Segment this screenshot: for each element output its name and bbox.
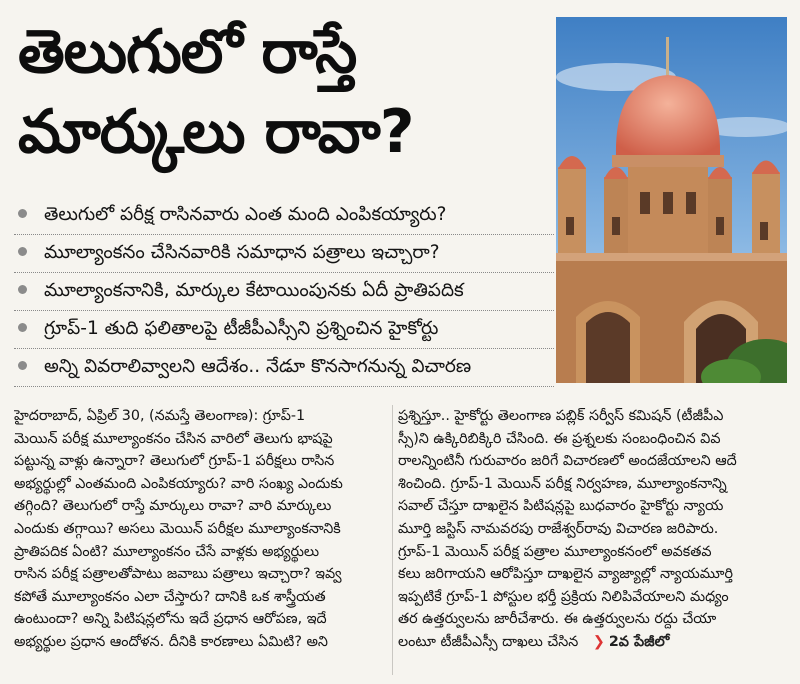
article-line: గ్రూప్‌-1 మెయిన్‌ పరీక్ష పత్రాల మూల్యాంకనంలో అవకతవ (398, 543, 712, 560)
bullet-dot-icon (18, 247, 27, 256)
article-line: రాలన్నింటినీ గురువారం జరిగే విచారణలో అందజేయాలని ఆదే (398, 453, 737, 470)
bullet-text: తెలుగులో పరీక్ష రాసినవారు ఎంత మంది ఎంపికయ్యారు? (44, 204, 447, 225)
article-line: మెయిన్‌ పరీక్ష మూల్యాంకనం చేసిన వారిలో తెలుగు భాషపై (14, 430, 333, 447)
article-line: అభ్యర్థుల ప్రధాన ఆందోళన. దీనికి కారణాలు ఏమిటి? అని (14, 633, 328, 650)
bullet-dot-icon (18, 361, 27, 370)
bullet-item (14, 273, 554, 311)
article-line: పట్టున్న వాళ్లు ఉన్నారా? తెలుగులో గ్రూప్‌-1 పరీక్షలు రాసిన (14, 453, 335, 470)
article-column-2 (398, 405, 780, 654)
continue-label: 2వ పేజీలో (608, 633, 670, 650)
article-last-line (398, 631, 780, 654)
bullet-dot-icon (18, 285, 27, 294)
bullet-text: మూల్యాంకనానికి, మార్కుల కేటాయింపునకు ఏదీ ప్రాతిపదిక (44, 280, 464, 301)
bullet-item (14, 311, 554, 349)
bullet-text: అన్ని వివరాలివ్వాలని ఆదేశం.. నేడూ కొనసాగనున్న విచారణ (44, 356, 472, 377)
bullet-item (14, 349, 554, 387)
article-line: కలు జరిగాయని ఆరోపిస్తూ దాఖలైన వ్యాజ్యాల్లో న్యాయమూర్తి (398, 566, 733, 583)
article-line: తర ఉత్తర్వులను జారీచేశారు. ఈ ఉత్తర్వులను రద్దు చేయా (398, 611, 717, 628)
article-line: ఎందుకు తగ్గాయి? అసలు మెయిన్‌ పరీక్షల మూల్యాంకనానికి (14, 520, 341, 537)
article-line: సవాల్‌ చేస్తూ దాఖలైన పిటిషన్లపై బుధవారం హైకోర్టు న్యాయ (398, 498, 724, 515)
bullet-text: మూల్యాంకనం చేసినవారికి సమాధాన పత్రాలు ఇచ్చారా? (44, 242, 440, 263)
column-divider (392, 405, 393, 675)
article-line: స్సీ)ని ఉక్కిరిబిక్కిరి చేసింది. ఈ ప్రశ్నలకు సంబంధించిన వివ (398, 430, 721, 447)
article-line: ప్రశ్నిస్తూ.. హైకోర్టు తెలంగాణ పబ్లిక్‌ సర్వీస్‌ కమిషన్‌ (టీజీపీఎ (398, 408, 724, 424)
article-line: ప్రాతిపదిక ఏంటి? మూల్యాంకనం చేసే వాళ్లకు అభ్యర్థులు (14, 543, 320, 560)
article-column-1 (14, 405, 387, 654)
bullet-text: గ్రూప్‌-1 తుది ఫలితాలపై టీజీపీఎస్సీని ప్రశ్నించిన హైకోర్టు (44, 318, 439, 339)
article-line-text: లంటూ టీజీపీఎస్సీ దాఖలు చేసిన (398, 633, 579, 650)
headline (18, 12, 548, 172)
headline-line-1: తెలుగులో రాస్తే (18, 17, 357, 87)
bullet-list (14, 197, 554, 387)
bullet-dot-icon (18, 323, 27, 332)
high-court-building-photo (556, 17, 787, 383)
bullet-item (14, 235, 554, 273)
article-line: మూర్తి జస్టిస్‌ నామవరపు రాజేశ్వర్‌రావు విచారణ జరిపారు. (398, 520, 719, 537)
article-line: శించింది. గ్రూప్‌-1 మెయిన్‌ పరీక్ష నిర్వహణ, మూల్యాంకనాన్ని (398, 475, 727, 492)
article-line: తగ్గింది? తెలుగులో రాస్తే మార్కులు రావా? వారి మార్కులు (14, 498, 332, 515)
article-line: అభ్యర్థుల్లో ఎంతమంది ఎంపికయ్యారు? వారి సంఖ్య ఎందుకు (14, 475, 343, 492)
article-line: ఇప్పటికే గ్రూప్‌-1 పోస్టుల భర్తీ ప్రక్రియ నిలిపివేయాలని మధ్యం (398, 588, 729, 605)
article-line: ఉంటుందా? అన్ని పిటిషన్లలోను ఇదే ప్రధాన ఆరోపణ, ఇదే (14, 611, 327, 628)
continue-arrow-icon: ❯ (592, 633, 605, 650)
article-line: రాసిన పరీక్ష పత్రాలతోపాటు జవాబు పత్రాలు ఇచ్చారా? ఇవ్వ (14, 566, 342, 583)
article-line: కపోతే మూల్యాంకనం ఎలా చేస్తారు? దానికి ఒక శాస్త్రీయత (14, 588, 326, 605)
continue-page-link[interactable] (593, 631, 669, 654)
headline-line-2: మార్కులు రావా? (18, 97, 414, 167)
bullet-item (14, 197, 554, 235)
article-line: హైదరాబాద్‌, ఏప్రిల్‌ 30, (నమస్తే తెలంగాణ): గ్రూప్‌-1 (14, 408, 306, 424)
bullet-dot-icon (18, 209, 27, 218)
